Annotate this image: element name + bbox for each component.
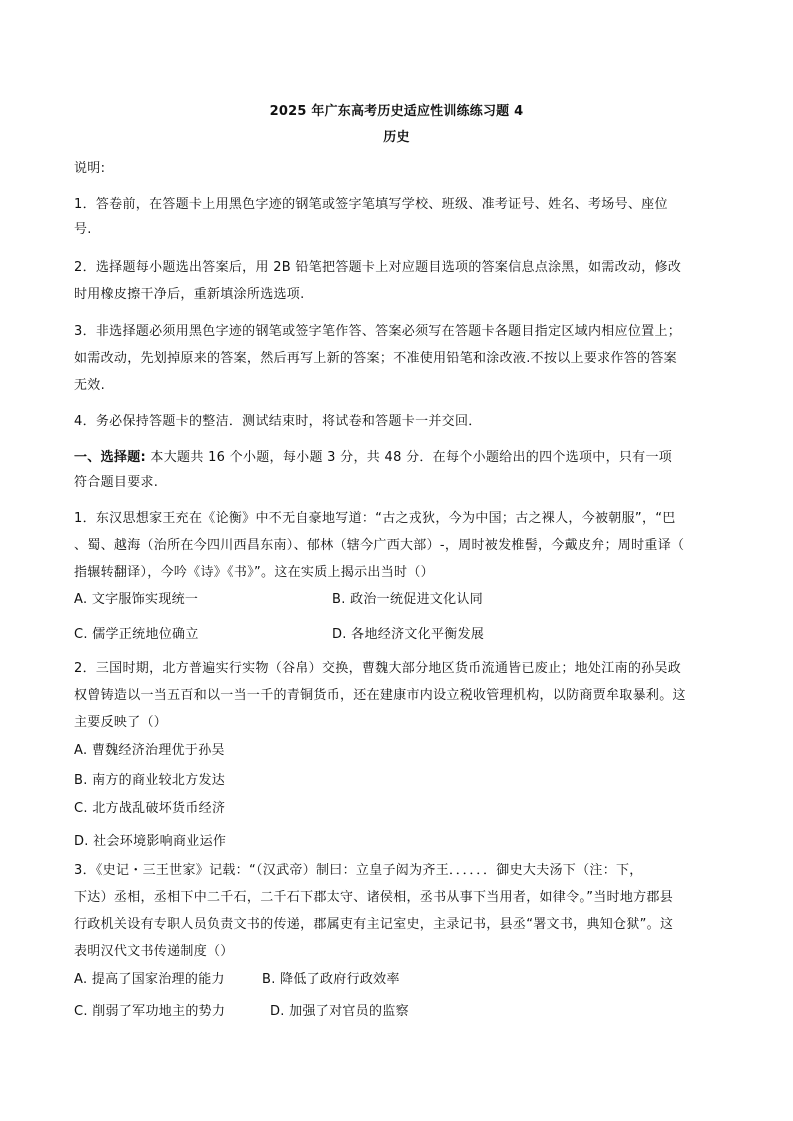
- section-1-line-2: 符合题目要求.: [74, 475, 159, 490]
- q3-line-1: 3．《史记・三王世家》记载：“（汉武帝）制曰：立皇子闳为齐王．．．．．．御史大夫汤下（注：下，: [74, 863, 643, 878]
- q3-line-2: 下达）丞相，丞相下中二千石，二千石下郡太守、诸侯相，丞书从事下当用者，如律令。”当时地方郡县: [74, 890, 674, 905]
- subject-title: 历史: [383, 130, 410, 145]
- q3-option-d: D. 加强了对官员的监察: [270, 1004, 409, 1019]
- q1-line-3: 指辗转翻译），今吟《诗》《书》”。这在实质上揭示出当时（）: [74, 565, 434, 580]
- instruction-4-line-1: 4．务必保持答题卡的整洁．测试结束时，将试卷和答题卡一并交回．: [74, 414, 482, 429]
- q3-option-a: A. 提高了国家治理的能力: [74, 972, 225, 987]
- q2-option-a: A. 曹魏经济治理优于孙吴: [74, 743, 225, 758]
- instruction-2-line-2: 时用橡皮擦干净后，重新填涂所选选项.: [74, 287, 305, 302]
- q1-option-d: D. 各地经济文化平衡发展: [332, 627, 485, 642]
- instruction-3-line-1: 3．非选择题必须用黑色字迹的钢笔或签字笔作答、答案必须写在答题卡各题目指定区域内相应位置上；: [74, 324, 682, 339]
- instruction-1-line-2: 号.: [74, 222, 92, 237]
- q2-line-2: 权曾铸造以一当五百和以一当一千的青铜货币，还在建康市内设立税收管理机构，以防商贾牟取暴利。这: [74, 688, 686, 703]
- section-1-label: 一、选择题:: [74, 450, 146, 465]
- instruction-3-line-2: 如需改动，先划掉原来的答案，然后再写上新的答案；不准使用铅笔和涂改液.不按以上要求作答的答案: [74, 351, 677, 366]
- q2-option-b: B. 南方的商业较北方发达: [74, 773, 226, 788]
- q3-option-b: B. 降低了政府行政效率: [262, 972, 400, 987]
- exam-title: 2025 年广东高考历史适应性训练练习题 4: [269, 104, 524, 119]
- q1-option-a: A. 文字服饰实现统一: [74, 592, 199, 607]
- instructions-heading: 说明:: [74, 161, 106, 176]
- q3-option-c: C. 削弱了军功地主的势力: [74, 1004, 226, 1019]
- q2-option-c: C. 北方战乱破坏货币经济: [74, 801, 226, 816]
- q1-line-1: 1．东汉思想家王充在《论衡》中不无自豪地写道：“古之戎狄，今为中国；古之裸人，今被朝服”，“巴: [74, 511, 676, 526]
- q1-line-2: 、蜀、越海（治所在今四川西昌东南）、郁林（辖今广西大部）-，周时被发椎髻，今戴皮弁；周时重译（: [74, 538, 685, 553]
- section-1-text: 本大题共 16 个小题，每小题 3 分，共 48 分．在每个小题给出的四个选项中，只有一项: [146, 450, 673, 465]
- q2-line-3: 主要反映了（）: [74, 715, 168, 730]
- q2-line-1: 2．三国时期，北方普遍实行实物（谷帛）交换，曹魏大部分地区货币流通皆已废止；地处江南的孙吴政: [74, 661, 682, 676]
- q3-line-3: 行政机关设有专职人员负责文书的传递，郡属吏有主记室史，主录记书，县丞“署文书，典知仓狱”。这: [74, 917, 674, 932]
- instruction-2-line-1: 2．选择题每小题选出答案后，用 2B 铅笔把答题卡上对应题目选项的答案信息点涂黑，如需改动，修改: [74, 260, 682, 275]
- q1-option-b: B. 政治一统促进文化认同: [332, 592, 484, 607]
- instruction-3-line-3: 无效.: [74, 378, 106, 393]
- q1-option-c: C. 儒学正统地位确立: [74, 627, 199, 642]
- q2-option-d: D. 社会环境影响商业运作: [74, 834, 227, 849]
- q3-line-4: 表明汉代文书传递制度（）: [74, 944, 234, 959]
- section-1-line-1: [74, 449, 724, 467]
- instruction-1-line-1: 1．答卷前，在答题卡上用黑色字迹的钢笔或签字笔填写学校、班级、准考证号、姓名、考场号、座位: [74, 197, 668, 212]
